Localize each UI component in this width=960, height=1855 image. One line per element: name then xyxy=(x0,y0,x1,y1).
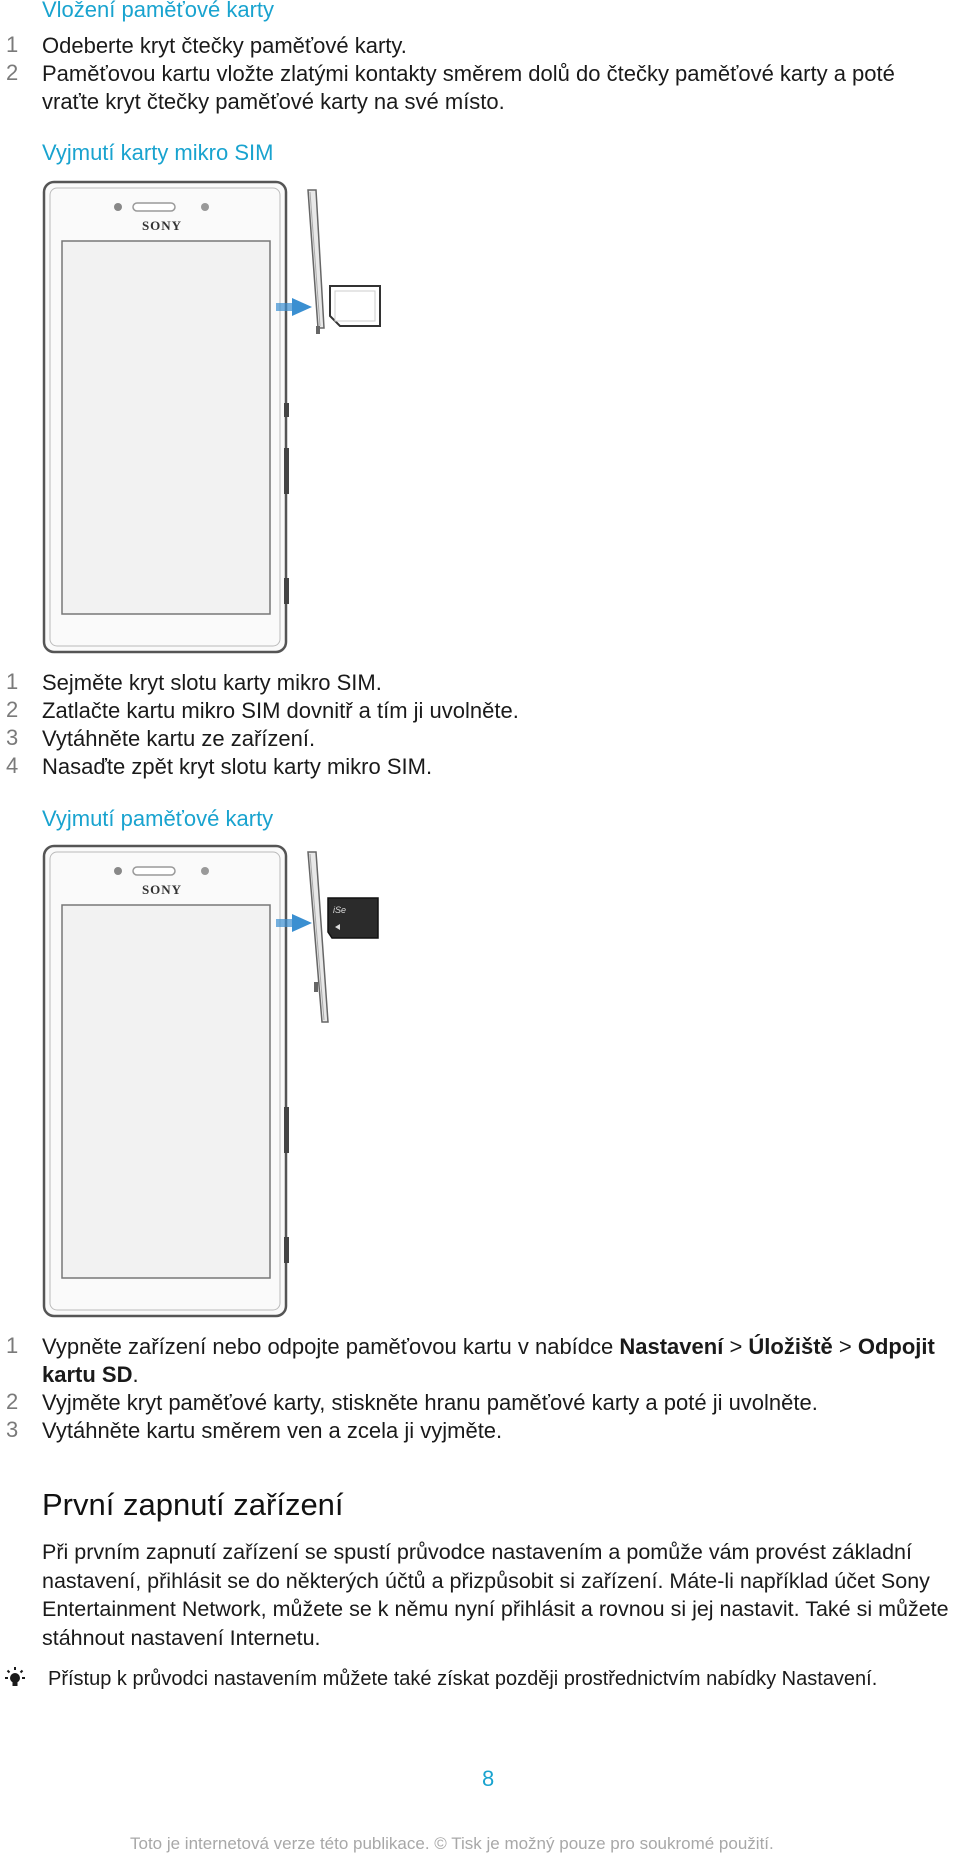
step-text: Vytáhněte kartu ze zařízení. xyxy=(42,726,316,751)
brand-logo: SONY xyxy=(141,882,183,897)
section-heading-insert-card: Vložení paměťové karty xyxy=(42,0,275,22)
step-number: 1 xyxy=(6,1333,19,1358)
menu-path-settings: Nastavení xyxy=(619,1334,724,1359)
step-number: 3 xyxy=(6,725,19,750)
step-text: Sejměte kryt slotu karty mikro SIM. xyxy=(42,670,382,695)
step-number: 2 xyxy=(6,1389,19,1414)
page-number: 8 xyxy=(482,1766,495,1791)
brand-logo: SONY xyxy=(141,218,183,233)
lightbulb-icon xyxy=(2,1665,28,1691)
menu-path-storage: Úložiště xyxy=(748,1334,833,1359)
menu-path-unmount: Odpojit kartu SD xyxy=(42,1334,935,1387)
step-text: Odeberte kryt čtečky paměťové karty. xyxy=(42,33,407,58)
step-text: Vyjměte kryt paměťové karty, stiskněte hranu paměťové karty a poté ji uvolněte. xyxy=(42,1390,818,1415)
section-heading-remove-sim: Vyjmutí karty mikro SIM xyxy=(42,140,274,165)
step-text: Zatlačte kartu mikro SIM dovnitř a tím ji uvolněte. xyxy=(42,698,519,723)
section-heading-first-start: První zapnutí zařízení xyxy=(42,1487,344,1522)
intro-paragraph: Při prvním zapnutí zařízení se spustí průvodce nastavením a pomůže vám provést základní nastavení, přihlásit se do některých účtů a přizpůsobit si zařízení. Máte-li například účet Sony Entertainment Network, můžete se k němu nyní přihlásit a rovnou si jej nastavit. Také si můžete stáhnout nastavení Internetu. xyxy=(42,1540,949,1650)
step-text: Vytáhněte kartu směrem ven a zcela ji vyjměte. xyxy=(42,1418,503,1443)
step-number: 2 xyxy=(6,60,19,85)
step-number: 1 xyxy=(6,669,19,694)
phone-illustration-sim xyxy=(40,178,400,658)
step-number: 4 xyxy=(6,753,19,778)
step-number: 2 xyxy=(6,697,19,722)
step-number: 3 xyxy=(6,1417,19,1442)
step-text: Nasaďte zpět kryt slotu karty mikro SIM. xyxy=(42,754,433,779)
section-heading-remove-card: Vyjmutí paměťové karty xyxy=(42,806,274,831)
step-text-settings-path: Vypněte zařízení nebo odpojte paměťovou kartu v nabídce Nastavení > Úložiště > Odpojit kartu SD. xyxy=(42,1334,935,1387)
card-logo: iSe xyxy=(333,905,347,915)
step-number: 1 xyxy=(6,32,19,57)
step-text: Paměťovou kartu vložte zlatými kontakty směrem dolů do čtečky paměťové karty a poté vraťte kryt čtečky paměťové karty na své místo. xyxy=(42,61,895,114)
phone-illustration-card xyxy=(40,842,400,1322)
tip-text: Přístup k průvodci nastavením můžete také získat později prostřednictvím nabídky Nastavení. xyxy=(48,1668,878,1690)
footer-note: Toto je internetová verze této publikace. © Tisk je možný pouze pro soukromé použití. xyxy=(130,1834,774,1853)
